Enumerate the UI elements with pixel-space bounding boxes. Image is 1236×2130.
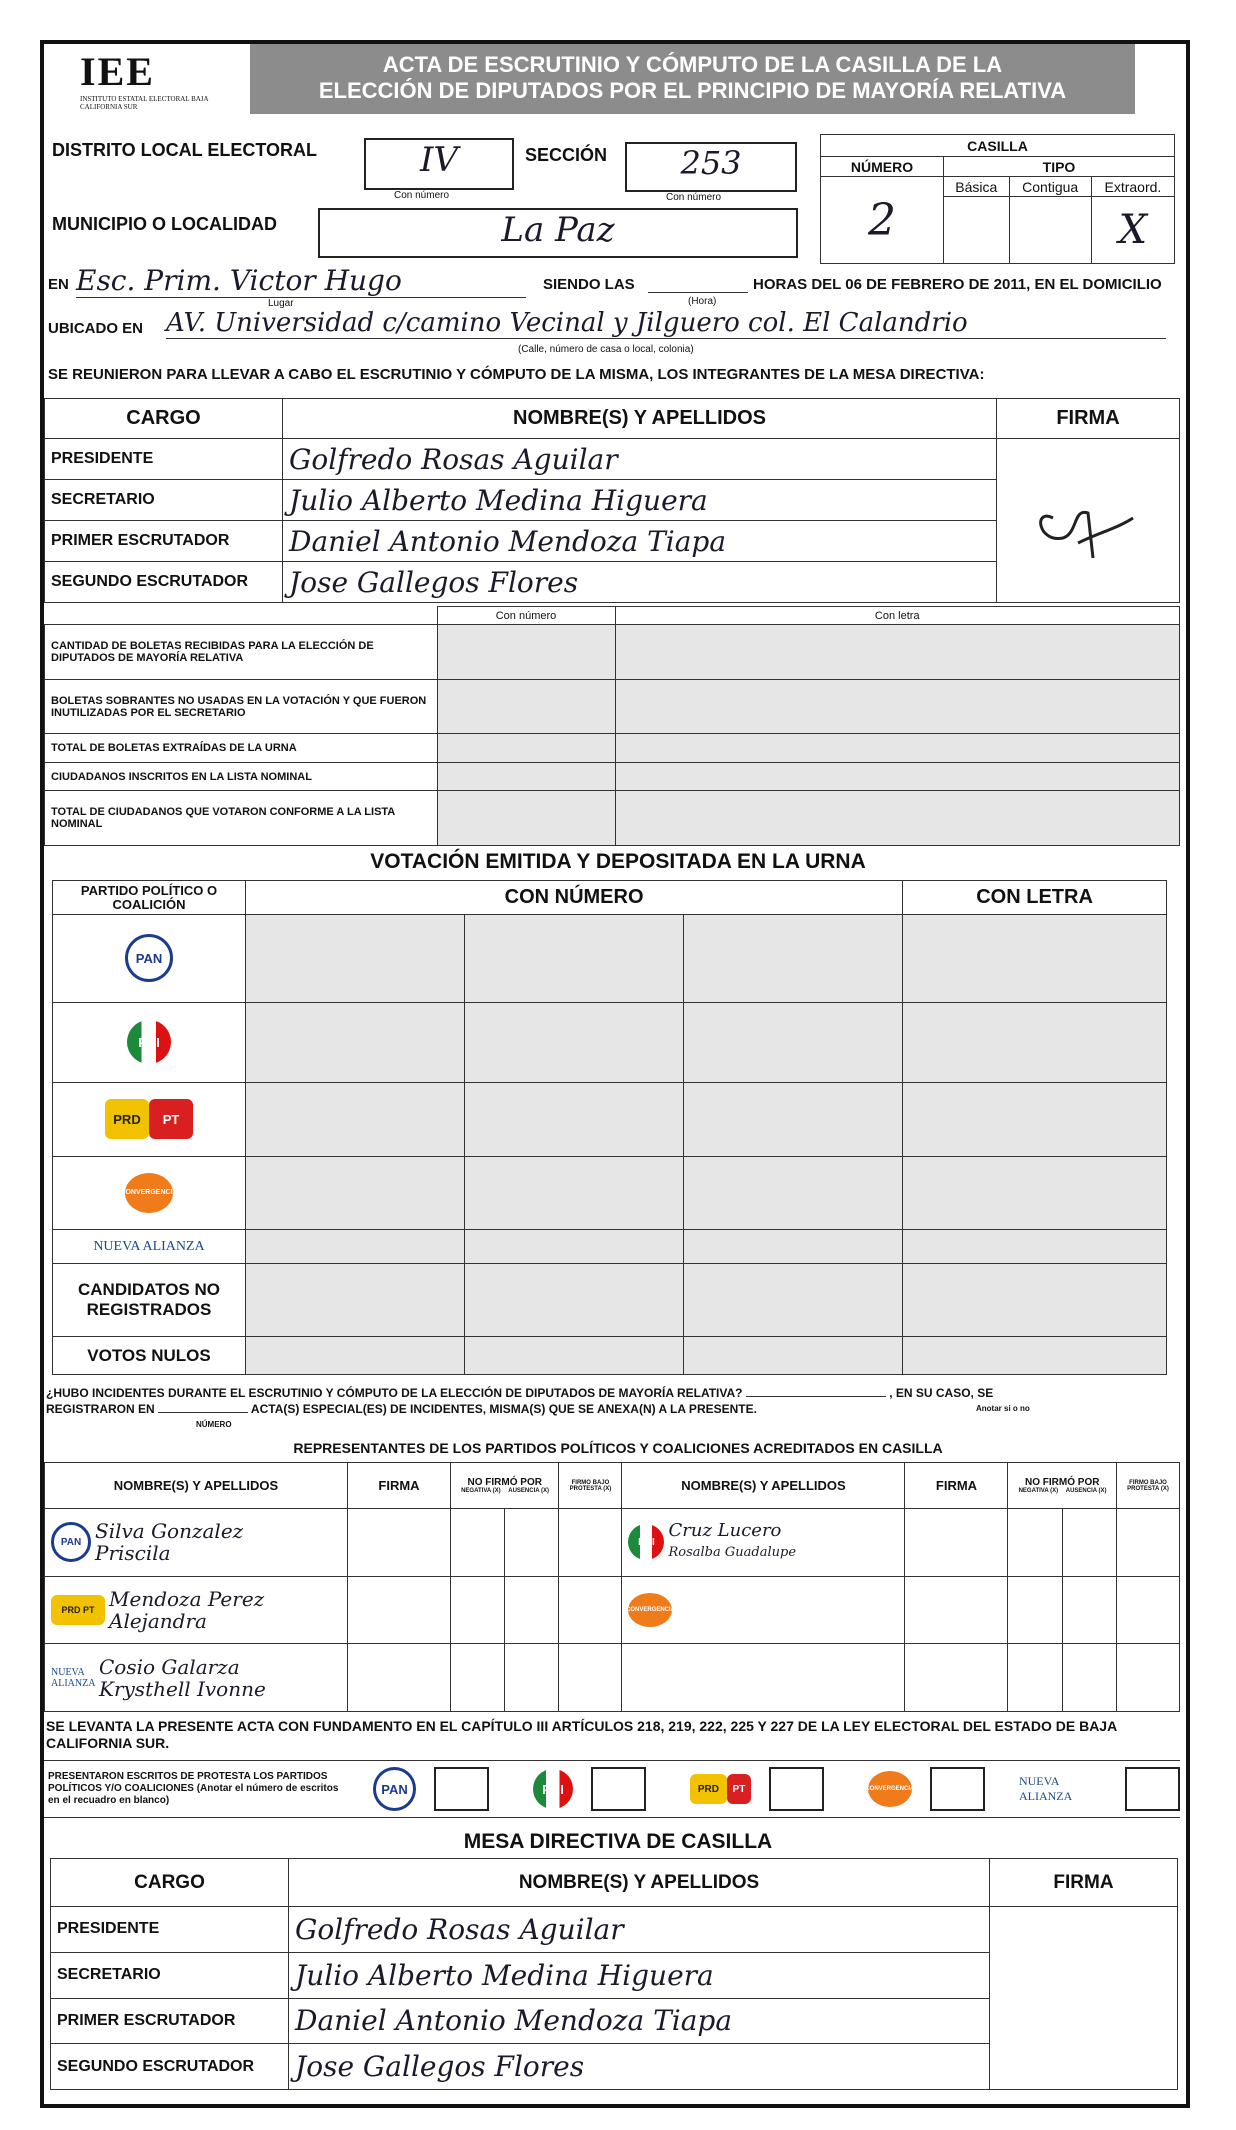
- rep-name[interactable]: Cosio Galarza: [99, 1654, 240, 1679]
- ballot-words[interactable]: [615, 791, 1180, 846]
- ausencia-check[interactable]: [1062, 1576, 1116, 1644]
- votes-words[interactable]: [903, 1083, 1167, 1156]
- basica-check[interactable]: [944, 197, 1010, 264]
- nueva-alianza-logo-icon: NUEVA ALIANZA: [1018, 1774, 1073, 1803]
- title-line-2: ELECCIÓN DE DIPUTADOS POR EL PRINCIPIO DE MAYORÍA RELATIVA: [318, 78, 1067, 103]
- ballot-number[interactable]: [437, 762, 615, 790]
- reunieron-text: SE REUNIERON PARA LLEVAR A CABO EL ESCRUTINIO Y CÓMPUTO DE LA MISMA, LOS INTEGRANTES DE LA MESA DIRECTIVA:: [48, 366, 985, 383]
- casilla-box: [820, 134, 1175, 264]
- party-row: [53, 1002, 1167, 1083]
- pan-logo-icon: PAN: [51, 1522, 91, 1562]
- rep-name[interactable]: Silva Gonzalez: [95, 1519, 244, 1544]
- ballot-words[interactable]: [615, 762, 1180, 790]
- registraron: REGISTRARON EN: [46, 1402, 155, 1416]
- protest-count-nueva-alianza[interactable]: [1125, 1767, 1180, 1811]
- member-name[interactable]: Golfredo Rosas Aguilar: [283, 439, 997, 480]
- casilla-number[interactable]: 2: [821, 177, 944, 264]
- pan-logo-icon: PAN: [125, 934, 173, 982]
- section-label: SECCIÓN: [525, 145, 608, 165]
- numero-sub: NÚMERO: [196, 1420, 232, 1429]
- digit-cell[interactable]: [465, 1156, 684, 1229]
- nueva-alianza-logo-icon: NUEVA ALIANZA: [93, 1239, 205, 1255]
- convergencia-logo-icon: CONVERGENCIA: [868, 1771, 912, 1807]
- mesa2-firma-header: FIRMA: [990, 1859, 1178, 1907]
- cargo: PRIMER ESCRUTADOR: [45, 521, 283, 562]
- contigua-label: Contigua: [1009, 177, 1091, 197]
- votes-words[interactable]: [903, 915, 1167, 1003]
- party-row: [53, 915, 1167, 1003]
- ausencia-check[interactable]: [1062, 1644, 1116, 1712]
- pri-logo-icon: PRI: [533, 1769, 572, 1809]
- digit-cell[interactable]: [246, 1337, 465, 1375]
- section-value: 253: [680, 144, 742, 182]
- protest-row: [44, 1760, 1180, 1818]
- cargo: PRESIDENTE: [45, 439, 283, 480]
- party-header: PARTIDO POLÍTICO O COALICIÓN: [53, 881, 246, 915]
- logo-text: IEE: [80, 49, 155, 94]
- pan-logo-icon: PAN: [373, 1767, 416, 1811]
- member-name[interactable]: Julio Alberto Medina Higuera: [283, 480, 997, 521]
- digit-cell[interactable]: [246, 1263, 465, 1336]
- bajo-protesta-right: FIRMO BAJO PROTESTA (X): [1117, 1463, 1180, 1509]
- contigua-check[interactable]: [1009, 197, 1091, 264]
- title-line-1: ACTA DE ESCRUTINIO Y CÓMPUTO DE LA CASILLA DE LA: [382, 52, 1003, 77]
- rep-row: [45, 1509, 1180, 1577]
- municipality-label: MUNICIPIO O LOCALIDAD: [52, 214, 277, 234]
- ausencia-right: AUSENCIA (X): [1065, 1488, 1107, 1494]
- ballot-number[interactable]: [437, 791, 615, 846]
- protesta-check[interactable]: [559, 1644, 622, 1712]
- district-field[interactable]: [364, 138, 514, 190]
- party-row: [53, 1083, 1167, 1156]
- digit-cell[interactable]: [246, 1156, 465, 1229]
- ballots-table: [44, 606, 1180, 846]
- section-sub: Con número: [666, 192, 722, 203]
- party-row: [53, 1263, 1167, 1336]
- protest-count-pri[interactable]: [591, 1767, 646, 1811]
- rep-name[interactable]: Mendoza Perez: [109, 1586, 265, 1611]
- protesta-check[interactable]: [1117, 1644, 1180, 1712]
- convergencia-logo-icon: CONVERGENCIA: [125, 1173, 173, 1213]
- votes-words[interactable]: [903, 1263, 1167, 1336]
- protesta-check[interactable]: [559, 1509, 622, 1577]
- digit-cell[interactable]: [684, 1263, 903, 1336]
- anotar-sub: Anotar si o no: [976, 1404, 1030, 1413]
- digit-cell[interactable]: [246, 1083, 465, 1156]
- digit-cell[interactable]: [684, 915, 903, 1003]
- iee-logo: [80, 48, 230, 118]
- ballot-words[interactable]: [615, 625, 1180, 680]
- digit-cell[interactable]: [246, 1002, 465, 1083]
- mesa-directiva-bottom: [50, 1858, 1178, 2090]
- mesa1-row: [45, 439, 1180, 480]
- rep-name[interactable]: Cruz Lucero: [668, 1520, 782, 1542]
- votes-title: VOTACIÓN EMITIDA Y DEPOSITADA EN LA URNA: [370, 850, 866, 873]
- digit-cell[interactable]: [684, 1229, 903, 1263]
- con-letra-label: Con letra: [615, 607, 1180, 625]
- digit-cell[interactable]: [465, 1002, 684, 1083]
- cargo: SECRETARIO: [45, 480, 283, 521]
- digit-cell[interactable]: [684, 1156, 903, 1229]
- cargo: SEGUNDO ESCRUTADOR: [51, 2044, 289, 2090]
- actas-text: ACTA(S) ESPECIAL(ES) DE INCIDENTES, MISMA(S) QUE SE ANEXA(N) A LA PRESENTE.: [250, 1402, 757, 1416]
- digit-cell[interactable]: [246, 915, 465, 1003]
- protesta-check[interactable]: [559, 1576, 622, 1644]
- party-row: [53, 1156, 1167, 1229]
- mesa2-cargo-header: CARGO: [51, 1859, 289, 1907]
- votes-words[interactable]: [903, 1156, 1167, 1229]
- member-name[interactable]: Daniel Antonio Mendoza Tiapa: [289, 1998, 990, 2044]
- district-label: DISTRITO LOCAL ELECTORAL: [52, 140, 318, 160]
- ballot-row-label: TOTAL DE CIUDADANOS QUE VOTARON CONFORME A LA LISTA NOMINAL: [45, 791, 438, 846]
- protesta-check[interactable]: [1117, 1576, 1180, 1644]
- cargo: PRIMER ESCRUTADOR: [51, 1998, 289, 2044]
- convergencia-logo-icon: CONVERGENCIA: [628, 1593, 672, 1627]
- protest-count-prd-pt[interactable]: [769, 1767, 824, 1811]
- protest-count-convergencia[interactable]: [930, 1767, 985, 1811]
- mesa2-names-header: NOMBRE(S) Y APELLIDOS: [289, 1859, 990, 1907]
- incidents-question: ¿HUBO INCIDENTES DURANTE EL ESCRUTINIO Y CÓMPUTO DE LA ELECCIÓN DE DIPUTADOS DE MAYORÍA RELATIVA?: [46, 1386, 743, 1400]
- rep-signature[interactable]: [905, 1576, 1008, 1644]
- no-registrados-label: CANDIDATOS NO REGISTRADOS: [53, 1263, 246, 1336]
- extraord-check[interactable]: X: [1091, 197, 1174, 264]
- rep-signature[interactable]: [905, 1509, 1008, 1577]
- lugar-value[interactable]: Esc. Prim. Victor Hugo: [76, 264, 526, 298]
- bajo-protesta: FIRMO BAJO PROTESTA (X): [559, 1463, 622, 1509]
- pri-logo-icon: PRI: [628, 1524, 664, 1560]
- ausencia-check[interactable]: [505, 1509, 559, 1577]
- names-header: NOMBRE(S) Y APELLIDOS: [283, 399, 997, 439]
- ballot-row-label: CIUDADANOS INSCRITOS EN LA LISTA NOMINAL: [45, 762, 438, 790]
- rep-name[interactable]: Alejandra: [109, 1608, 207, 1633]
- casilla-label: CASILLA: [821, 135, 1175, 157]
- address-sub: (Calle, número de casa o local, colonia): [518, 344, 694, 355]
- negativa-check[interactable]: [1008, 1509, 1062, 1577]
- rep-row: [45, 1576, 1180, 1644]
- rep-row: [45, 1644, 1180, 1712]
- cargo-header: CARGO: [45, 399, 283, 439]
- actas-number[interactable]: [158, 1412, 248, 1413]
- votes-words[interactable]: [903, 1229, 1167, 1263]
- ballot-row-label: TOTAL DE BOLETAS EXTRAÍDAS DE LA URNA: [45, 734, 438, 762]
- rep-signature[interactable]: [348, 1576, 451, 1644]
- ausencia-check[interactable]: [505, 1644, 559, 1712]
- votes-table: [52, 880, 1167, 1375]
- address-value[interactable]: AV. Universidad c/camino Vecinal y Jilguero col. El Calandrio: [166, 308, 1166, 339]
- prd-pt-logo-icon: PRD PT: [51, 1595, 105, 1625]
- ballot-number[interactable]: [437, 625, 615, 680]
- negativa: NEGATIVA (X): [461, 1488, 501, 1494]
- basica-label: Básica: [944, 177, 1010, 197]
- digit-cell[interactable]: [684, 1337, 903, 1375]
- member-name[interactable]: Julio Alberto Medina Higuera: [289, 1952, 990, 1998]
- votes-words[interactable]: [903, 1002, 1167, 1083]
- incidents-answer[interactable]: [746, 1396, 886, 1397]
- pri-logo-icon: PRI: [127, 1020, 171, 1064]
- nulos-label: VOTOS NULOS: [53, 1337, 246, 1375]
- ballot-row-label: CANTIDAD DE BOLETAS RECIBIDAS PARA LA ELECCIÓN DE DIPUTADOS DE MAYORÍA RELATIVA: [45, 625, 438, 680]
- negativa-check[interactable]: [451, 1576, 505, 1644]
- mesa-directiva-top: [44, 398, 1180, 603]
- digit-cell[interactable]: [465, 1263, 684, 1336]
- representatives-title: REPRESENTANTES DE LOS PARTIDOS POLÍTICOS Y COALICIONES ACREDITADOS EN CASILLA: [293, 1440, 943, 1456]
- rep-empty[interactable]: [622, 1644, 905, 1712]
- digit-cell[interactable]: [465, 915, 684, 1003]
- pt-logo-icon: PT: [149, 1099, 193, 1139]
- rep-name[interactable]: Krysthell Ivonne: [99, 1676, 266, 1701]
- digit-cell[interactable]: [684, 1083, 903, 1156]
- tipo-label: TIPO: [944, 157, 1175, 177]
- legal-text: SE LEVANTA LA PRESENTE ACTA CON FUNDAMENTO EN EL CAPÍTULO III ARTÍCULOS 218, 219, 222, 225 Y 227 DE LA LEY ELECTORAL DEL ESTADO DE BAJA CALIFORNIA SUR.: [46, 1718, 1117, 1751]
- party-row: [53, 1337, 1167, 1375]
- negativa-check[interactable]: [451, 1509, 505, 1577]
- no-firmo: NO FIRMÓ POR: [467, 1477, 542, 1488]
- negativa-check[interactable]: [1008, 1644, 1062, 1712]
- prd-logo-icon: PRD: [690, 1774, 727, 1804]
- votes-words[interactable]: [903, 1337, 1167, 1375]
- rep-names-header-right: NOMBRE(S) Y APELLIDOS: [622, 1463, 905, 1509]
- siendo-label: SIENDO LAS: [543, 276, 635, 293]
- rep-signature[interactable]: [905, 1644, 1008, 1712]
- member-name[interactable]: Jose Gallegos Flores: [289, 2044, 990, 2090]
- representatives-table: [44, 1462, 1180, 1712]
- party-row: [53, 1229, 1167, 1263]
- rep-firma-header-right: FIRMA: [905, 1463, 1008, 1509]
- ballot-number[interactable]: [437, 679, 615, 734]
- member-name[interactable]: Jose Gallegos Flores: [283, 562, 997, 603]
- negativa-check[interactable]: [451, 1644, 505, 1712]
- protest-text: PRESENTARON ESCRITOS DE PROTESTA LOS PARTIDOS POLÍTICOS Y/O COALICIONES (Anotar el número de escritos en el recuadro en blanco): [48, 1771, 339, 1806]
- con-numero-header: CON NÚMERO: [246, 881, 903, 915]
- rep-names-header: NOMBRE(S) Y APELLIDOS: [45, 1463, 348, 1509]
- extraord-label: Extraord.: [1091, 177, 1174, 197]
- cargo: PRESIDENTE: [51, 1907, 289, 1953]
- mesa2-title: MESA DIRECTIVA DE CASILLA: [463, 1830, 773, 1853]
- digit-cell[interactable]: [246, 1229, 465, 1263]
- session-block: [48, 264, 1178, 388]
- mesa2-signature-cell[interactable]: [990, 1907, 1178, 2090]
- ausencia-check[interactable]: [505, 1576, 559, 1644]
- hora-field[interactable]: [648, 292, 748, 293]
- member-name[interactable]: Daniel Antonio Mendoza Tiapa: [283, 521, 997, 562]
- rep-firma-header: FIRMA: [348, 1463, 451, 1509]
- rep-name[interactable]: Priscila: [95, 1541, 171, 1566]
- digit-cell[interactable]: [465, 1229, 684, 1263]
- signature-mark: [1003, 448, 1163, 588]
- numero-label: NÚMERO: [821, 157, 944, 177]
- digit-cell[interactable]: [465, 1337, 684, 1375]
- con-letra-header: CON LETRA: [903, 881, 1167, 915]
- protesta-check[interactable]: [1117, 1509, 1180, 1577]
- section-field[interactable]: [625, 142, 797, 192]
- ausencia: AUSENCIA (X): [508, 1488, 550, 1494]
- ubicado-label: UBICADO EN: [48, 320, 144, 337]
- en-label: EN: [48, 276, 69, 293]
- horas-text: HORAS DEL 06 DE FEBRERO DE 2011, EN EL DOMICILIO: [753, 276, 1162, 293]
- hora-sub: (Hora): [688, 296, 717, 307]
- en-su-caso: , EN SU CASO, SE: [889, 1386, 994, 1400]
- mesa2-row: [51, 1907, 1178, 1953]
- digit-cell[interactable]: [465, 1083, 684, 1156]
- form-title: [250, 44, 1135, 114]
- no-firmo-right: NO FIRMÓ POR: [1025, 1477, 1100, 1488]
- rep-name[interactable]: Rosalba Guadalupe: [668, 1545, 797, 1561]
- district-value: IV: [420, 140, 458, 180]
- incidents-block: [46, 1385, 1176, 1429]
- negativa-right: NEGATIVA (X): [1018, 1488, 1059, 1494]
- municipality-value: La Paz: [501, 210, 615, 250]
- ballot-words[interactable]: [615, 679, 1180, 734]
- rep-signature[interactable]: [348, 1509, 451, 1577]
- lugar-sub: Lugar: [268, 298, 294, 309]
- protest-count-pan[interactable]: [434, 1767, 489, 1811]
- firma-header: FIRMA: [997, 399, 1180, 439]
- digit-cell[interactable]: [684, 1002, 903, 1083]
- ausencia-check[interactable]: [1062, 1509, 1116, 1577]
- ballot-number[interactable]: [437, 734, 615, 762]
- institute-name: INSTITUTO ESTATAL ELECTORAL BAJA CALIFORNIA SUR: [80, 95, 209, 111]
- negativa-check[interactable]: [1008, 1576, 1062, 1644]
- cargo: SEGUNDO ESCRUTADOR: [45, 562, 283, 603]
- cargo: SECRETARIO: [51, 1952, 289, 1998]
- signature-cell[interactable]: [997, 439, 1180, 603]
- member-name[interactable]: Golfredo Rosas Aguilar: [289, 1907, 990, 1953]
- prd-logo-icon: PRD: [105, 1099, 149, 1139]
- pt-logo-icon: PT: [727, 1774, 751, 1804]
- con-numero-label: Con número: [437, 607, 615, 625]
- district-sub: Con número: [394, 190, 450, 201]
- municipality-field[interactable]: [318, 208, 798, 258]
- nueva-alianza-logo-icon: NUEVA ALIANZA: [51, 1666, 96, 1689]
- ballot-words[interactable]: [615, 734, 1180, 762]
- ballot-row-label: BOLETAS SOBRANTES NO USADAS EN LA VOTACIÓN Y QUE FUERON INUTILIZADAS POR EL SECRETARIO: [45, 679, 438, 734]
- rep-signature[interactable]: [348, 1644, 451, 1712]
